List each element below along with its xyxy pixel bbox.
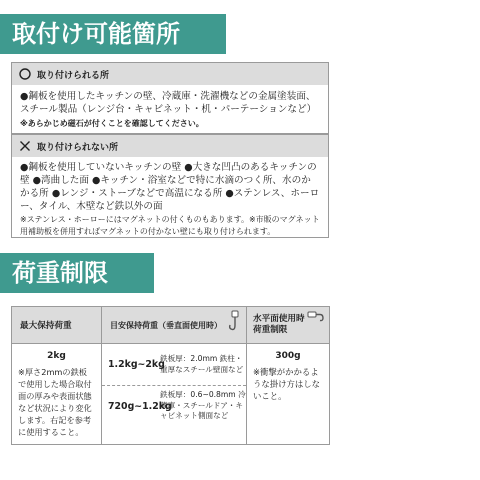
ok-box-header — [12, 63, 328, 85]
guide-load-value: 1.2kg~2kg — [108, 359, 165, 370]
guide-load-row — [102, 385, 246, 426]
max-load-value: 2kg — [47, 351, 66, 361]
section-title: 取付け可能箇所 — [12, 20, 180, 48]
ok-locations-box — [11, 62, 329, 134]
ng-box-header — [12, 135, 328, 157]
section-header-load-limit — [0, 253, 154, 293]
col-header-horizontal-limit: 水平面使用時荷重制限 — [247, 307, 330, 344]
guide-load-desc: 鉄板厚：0.6~0.8mm 冷蔵庫・スチールドア・キャビネット側面など — [160, 390, 246, 421]
ng-box-text: ●鋼板を使用していないキッチンの壁 ●大きな凹凸のあるキッチンの壁 ●湾曲した面 ●キッチン・浴室などで特に水滴のつく所、水のかかる所 ●レンジ・ストーブなどで高温になる所 ●ステンレス、ホーロー、タイル、木壁など鉄以外の面 — [20, 162, 320, 212]
col-header-guide-load: 目安保持荷重（垂直面使用時） — [102, 307, 247, 344]
hook-vertical-icon — [228, 310, 242, 337]
section-header-mount-locations — [0, 14, 226, 54]
horizontal-limit-cell — [247, 344, 330, 445]
ok-box-heading: 取り付けられる所 — [37, 70, 110, 81]
guide-load-row — [102, 344, 246, 385]
hook-horizontal-icon — [307, 310, 325, 332]
max-load-note: ※厚さ2mmの鉄板で使用した場合取付面の厚みや表面状態など状況により変化します。右記を参考に使用すること。 — [18, 367, 92, 437]
horizontal-limit-value: 300g — [275, 351, 301, 361]
cross-icon — [18, 139, 32, 153]
circle-icon — [18, 67, 32, 81]
ng-locations-box — [11, 134, 329, 238]
ng-box-note: ※ステンレス・ホーローにはマグネットの付くものもあります。※市販のマグネット用補助板を併用すればマグネットの付かない壁にも取り付けられます。 — [20, 215, 320, 236]
guide-load-value: 720g~1.2kg — [108, 400, 172, 412]
ok-box-text: ●鋼板を使用したキッチンの壁、冷蔵庫・洗濯機などの金属塗装面、スチール製品（レンジ台・キャビネット・机・パーテーションなど） — [20, 91, 317, 115]
section-title: 荷重制限 — [12, 259, 108, 287]
ok-box-note: ※あらかじめ磁石が付くことを確認してください。 — [20, 119, 204, 128]
guide-load-desc: 鉄板厚：2.0mm 鉄柱・重厚なスチール壁面など — [160, 354, 244, 374]
ng-box-heading: 取り付けられない所 — [37, 142, 119, 153]
max-load-cell — [12, 344, 102, 445]
col-header-max-load: 最大保持荷重 — [12, 307, 102, 344]
load-limit-table — [11, 306, 330, 445]
guide-load-cell — [102, 344, 247, 445]
horizontal-limit-note: ※衝撃がかかるような掛け方はしないこと。 — [253, 367, 320, 401]
